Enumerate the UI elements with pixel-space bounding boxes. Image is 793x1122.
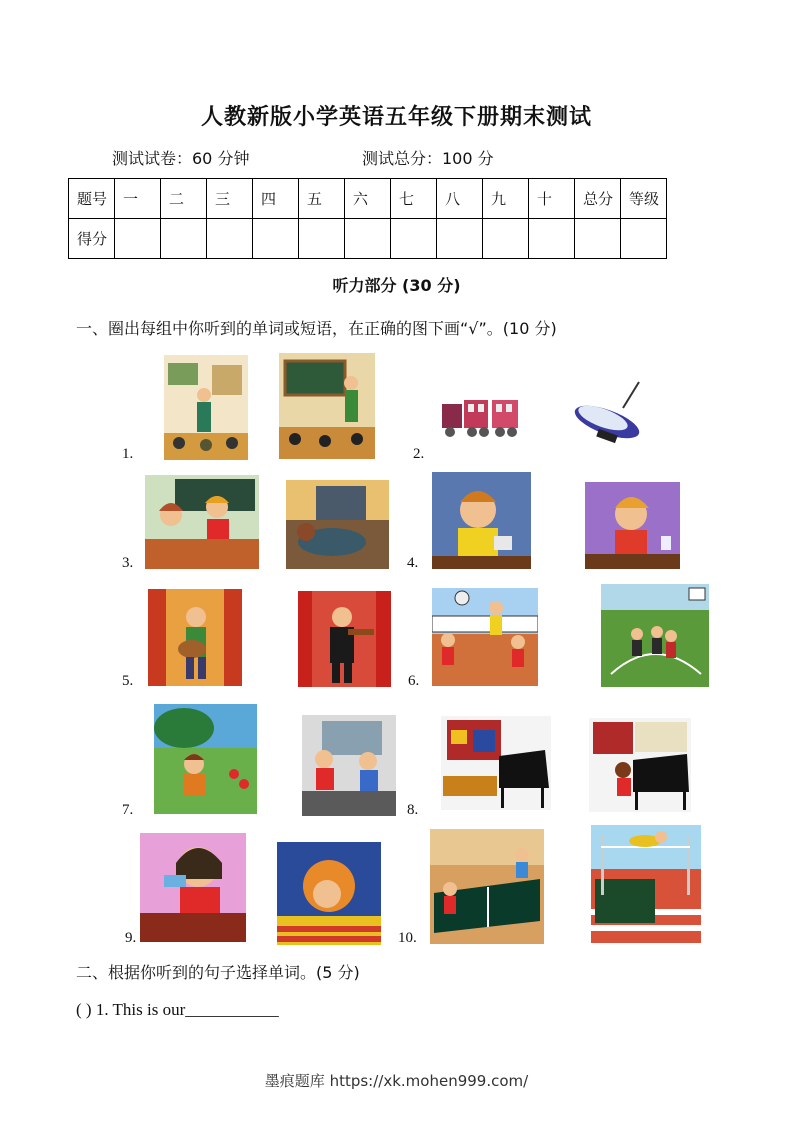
table-cell: 题号 xyxy=(69,179,115,219)
score-entry-cell[interactable] xyxy=(575,219,621,259)
section1-title: 一、圈出每组中你听到的单词或短语，在正确的图下画“√”。(10 分) xyxy=(76,319,557,338)
question-number-1: 1. xyxy=(122,446,134,462)
page-title: 人教新版小学英语五年级下册期末测试 xyxy=(200,105,592,130)
test-time: 测试试卷：60 分钟 xyxy=(112,149,250,168)
plane-picture xyxy=(567,378,647,458)
table-cell: 四 xyxy=(253,179,299,219)
high-jump-picture xyxy=(591,825,701,943)
score-entry-cell[interactable] xyxy=(529,219,575,259)
girl-playing-piano-picture xyxy=(589,718,691,812)
question-number-3: 3. xyxy=(122,555,134,571)
question-number-4: 4. xyxy=(407,555,419,571)
score-table xyxy=(68,178,667,259)
table-cell: 五 xyxy=(299,179,345,219)
score-entry-cell[interactable] xyxy=(483,219,529,259)
question-number-2: 2. xyxy=(413,446,425,462)
girl-drinking-picture xyxy=(140,833,246,942)
question-number-9: 9. xyxy=(125,930,137,946)
classroom-teacher-picture xyxy=(164,355,248,460)
boy-playing-violin-picture xyxy=(298,591,391,687)
table-cell: 三 xyxy=(207,179,253,219)
question-number-8: 8. xyxy=(407,802,419,818)
boys-at-desk-picture xyxy=(302,715,396,816)
girl-with-fever-picture xyxy=(585,482,680,569)
table-cell: 等级 xyxy=(621,179,667,219)
table-cell: 八 xyxy=(437,179,483,219)
score-entry-cell[interactable] xyxy=(115,219,161,259)
listening-heading: 听力部分 (30 分) xyxy=(332,276,461,295)
score-entry-cell[interactable] xyxy=(437,219,483,259)
score-entry-cell[interactable] xyxy=(253,219,299,259)
table-tennis-picture xyxy=(430,829,544,944)
table-cell: 七 xyxy=(391,179,437,219)
test-total-score: 测试总分：100 分 xyxy=(362,149,494,168)
question-number-7: 7. xyxy=(122,802,134,818)
score-entry-cell[interactable] xyxy=(345,219,391,259)
students-reading-picture xyxy=(145,475,259,569)
table-cell: 总分 xyxy=(575,179,621,219)
score-entry-cell[interactable] xyxy=(621,219,667,259)
score-table-score-row xyxy=(69,219,667,259)
question-number-10: 10. xyxy=(398,930,417,946)
boy-with-tissue-picture xyxy=(432,472,531,569)
table-cell: 一 xyxy=(115,179,161,219)
score-entry-cell[interactable] xyxy=(299,219,345,259)
score-entry-cell[interactable] xyxy=(207,219,253,259)
boy-playing-guitar-picture xyxy=(148,589,242,686)
piano-classroom-picture xyxy=(441,716,551,810)
table-cell: 十 xyxy=(529,179,575,219)
score-entry-cell[interactable] xyxy=(161,219,207,259)
question-number-6: 6. xyxy=(408,673,420,689)
section2-title: 二、根据你听到的句子选择单词。(5 分) xyxy=(76,963,360,982)
basketball-court-picture xyxy=(601,584,709,687)
section2-question-1: ( ) 1. This is our___________ xyxy=(76,1000,279,1019)
footer-watermark: 墨痕题库 https://xk.mohen999.com/ xyxy=(264,1072,529,1090)
train-picture xyxy=(440,390,520,442)
score-entry-cell[interactable] xyxy=(391,219,437,259)
question-number-5: 5. xyxy=(122,673,134,689)
table-cell: 得分 xyxy=(69,219,115,259)
child-sleeping-picture xyxy=(286,480,389,569)
table-cell: 二 xyxy=(161,179,207,219)
score-table-header-row xyxy=(69,179,667,219)
lesson-blackboard-picture xyxy=(279,353,375,459)
table-cell: 六 xyxy=(345,179,391,219)
volleyball-picture xyxy=(432,588,538,686)
child-sleeping-at-desk-picture xyxy=(277,842,381,945)
boy-picking-flowers-picture xyxy=(154,704,257,814)
table-cell: 九 xyxy=(483,179,529,219)
